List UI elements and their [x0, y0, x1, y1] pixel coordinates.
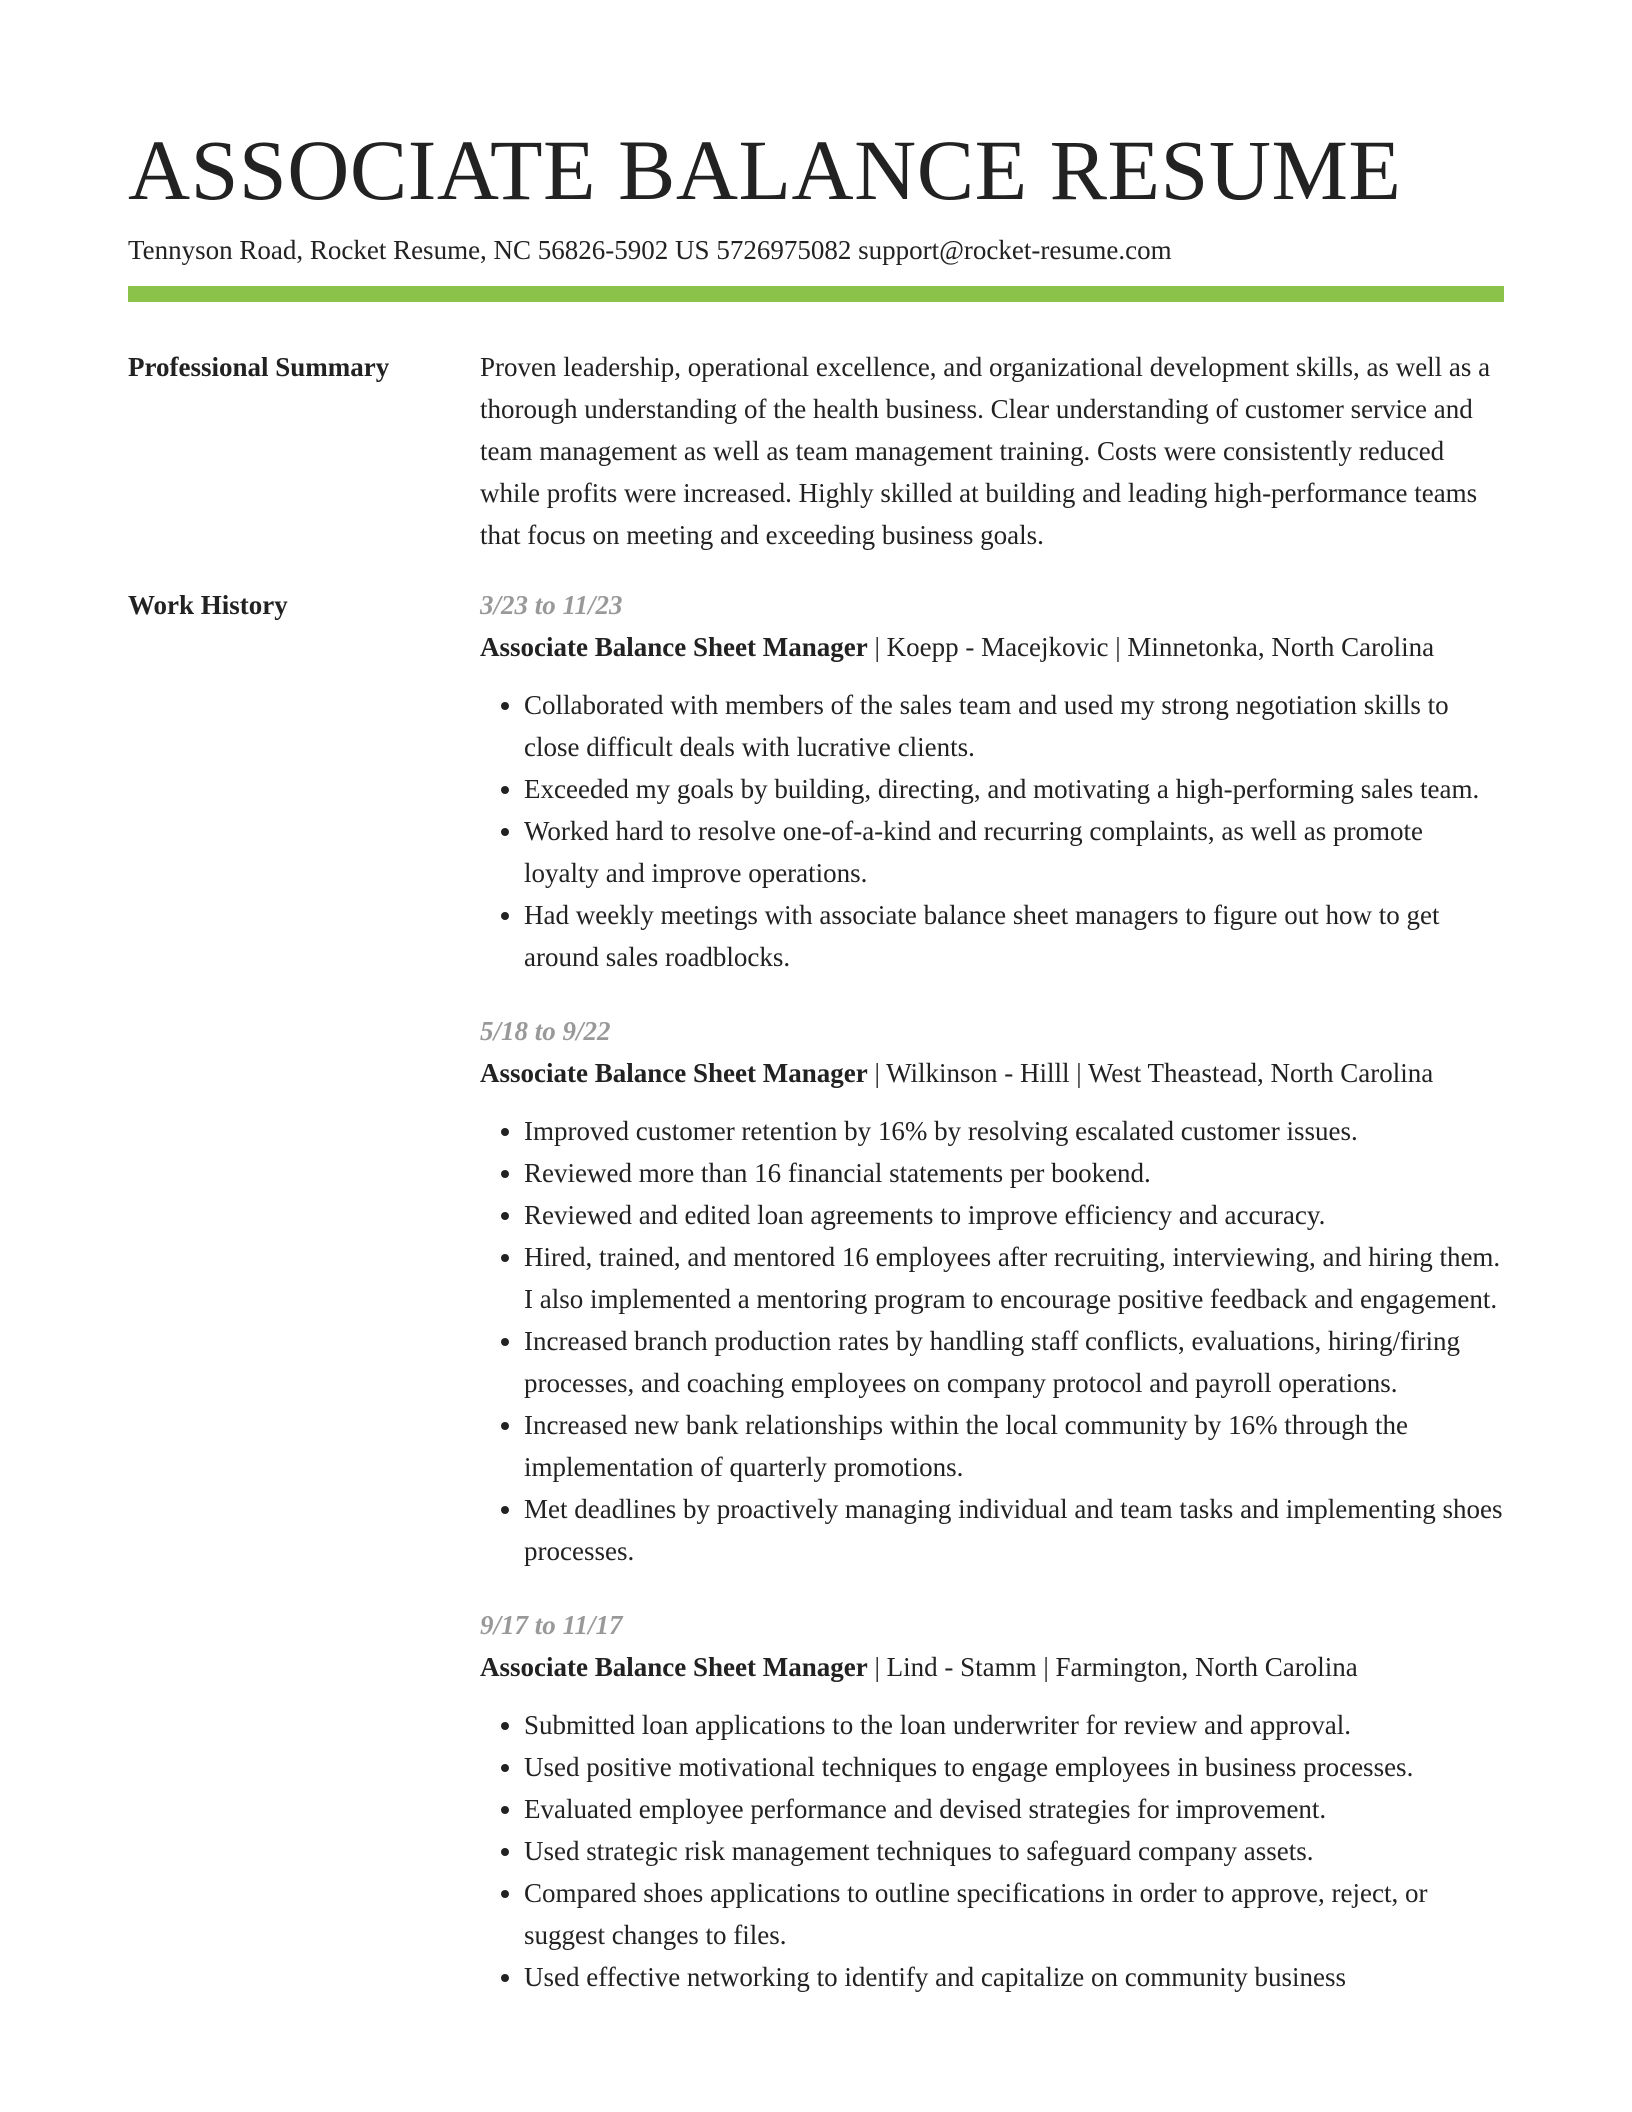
job-bullet-list [480, 1110, 1504, 1572]
job-bullet: • Collaborated with members of the sales team and used my strong negotiation skills to close difficult deals with lucrative clients. [524, 684, 1504, 768]
job-bullet: • Used strategic risk management techniques to safeguard company assets. [524, 1830, 1504, 1872]
job-bullet: • Met deadlines by proactively managing individual and team tasks and implementing shoes processes. [524, 1488, 1504, 1572]
professional-summary-section [128, 346, 1504, 556]
job-company: Koepp - Macejkovic [886, 632, 1109, 662]
job-bullet: • Submitted loan applications to the loan underwriter for review and approval. [524, 1704, 1504, 1746]
job-bullet: • Increased new bank relationships within the local community by 16% through the implementation of quarterly promotions. [524, 1404, 1504, 1488]
contact-line: Tennyson Road, Rocket Resume, NC 56826-5902 US 5726975082 support@rocket-resume.com [128, 235, 1172, 265]
job-entry [480, 1604, 1504, 1998]
summary-text: Proven leadership, operational excellence, and organizational development skills, as well as a thorough understanding of the health business. Clear understanding of customer service and team management as well as team management training. Costs were consistently reduced while profits were increased. Highly skilled at building and leading high-performance teams that focus on meeting and exceeding business goals. [480, 352, 1491, 550]
job-dates: 3/23 to 11/23 [480, 590, 623, 620]
job-dates: 9/17 to 11/17 [480, 1610, 623, 1640]
resume-title: ASSOCIATE BALANCE RESUME [128, 122, 1402, 218]
job-bullet-list [480, 684, 1504, 978]
job-bullet: • Used effective networking to identify and capitalize on community business [524, 1956, 1504, 1998]
section-label-work: Work History [128, 590, 288, 620]
job-bullet: • Improved customer retention by 16% by resolving escalated customer issues. [524, 1110, 1504, 1152]
job-title: Associate Balance Sheet Manager [480, 1652, 868, 1682]
job-dates: 5/18 to 9/22 [480, 1016, 611, 1046]
job-entry [480, 584, 1504, 978]
job-company: Wilkinson - Hilll [886, 1058, 1070, 1088]
separator: | [1115, 632, 1121, 662]
separator: | [1076, 1058, 1082, 1088]
work-history-section [128, 584, 1504, 2030]
section-label-summary: Professional Summary [128, 352, 390, 382]
job-bullet: • Evaluated employee performance and devised strategies for improvement. [524, 1788, 1504, 1830]
accent-divider [128, 286, 1504, 302]
job-bullet: • Increased branch production rates by handling staff conflicts, evaluations, hiring/firing processes, and coaching employees on company protocol and payroll operations. [524, 1320, 1504, 1404]
job-company: Lind - Stamm [886, 1652, 1037, 1682]
job-bullet: • Reviewed and edited loan agreements to improve efficiency and accuracy. [524, 1194, 1504, 1236]
summary-body [480, 346, 1504, 556]
separator: | [874, 632, 880, 662]
job-location: Minnetonka, North Carolina [1127, 632, 1435, 662]
job-bullet-list [480, 1704, 1504, 1998]
job-bullet: • Hired, trained, and mentored 16 employees after recruiting, interviewing, and hiring them. I also implemented a mentoring program to encourage positive feedback and engagement. [524, 1236, 1504, 1320]
job-title: Associate Balance Sheet Manager [480, 1058, 868, 1088]
job-bullet: • Compared shoes applications to outline specifications in order to approve, reject, or suggest changes to files. [524, 1872, 1504, 1956]
job-location: Farmington, North Carolina [1055, 1652, 1358, 1682]
job-heading [480, 1052, 1504, 1094]
work-history-body [480, 584, 1504, 2030]
job-title: Associate Balance Sheet Manager [480, 632, 868, 662]
job-bullet: • Used positive motivational techniques to engage employees in business processes. [524, 1746, 1504, 1788]
job-bullet: • Exceeded my goals by building, directing, and motivating a high-performing sales team. [524, 768, 1504, 810]
separator: | [874, 1652, 880, 1682]
job-heading [480, 1646, 1504, 1688]
job-heading [480, 626, 1504, 668]
job-location: West Theastead, North Carolina [1087, 1058, 1434, 1088]
resume-page [128, 118, 1504, 2030]
job-entry [480, 1010, 1504, 1572]
job-bullet: • Worked hard to resolve one-of-a-kind and recurring complaints, as well as promote loyalty and improve operations. [524, 810, 1504, 894]
separator: | [874, 1058, 880, 1088]
job-bullet: • Reviewed more than 16 financial statements per bookend. [524, 1152, 1504, 1194]
separator: | [1043, 1652, 1049, 1682]
job-bullet: • Had weekly meetings with associate balance sheet managers to figure out how to get around sales roadblocks. [524, 894, 1504, 978]
